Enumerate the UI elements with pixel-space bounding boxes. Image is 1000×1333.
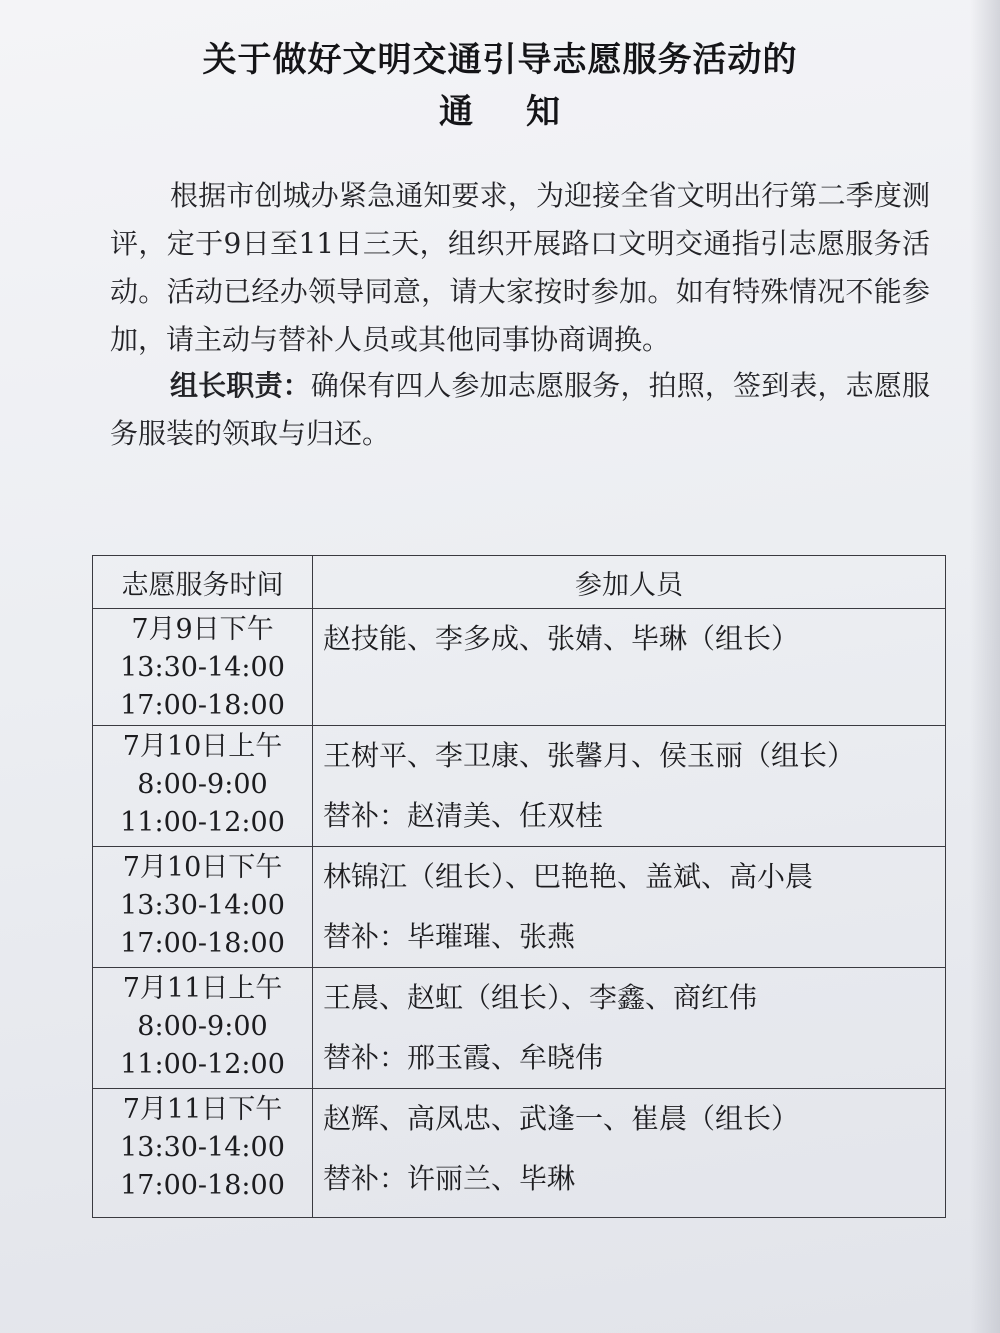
slot-time: 13:30-14:00: [120, 652, 285, 683]
slot-date: 7月10日上午: [122, 731, 283, 762]
slot-time: 8:00-9:00: [137, 1011, 268, 1042]
members-list: 王树平、李卫康、张馨月、侯玉丽（组长）: [323, 739, 856, 772]
table-row: [93, 609, 946, 726]
members-list: 赵技能、李多成、张婧、毕琳（组长）: [323, 622, 800, 655]
schedule-table: [92, 555, 946, 1218]
slot-time: 8:00-9:00: [137, 769, 268, 800]
slot-time: 17:00-18:00: [120, 1170, 285, 1201]
duty-label: 组长职责：: [170, 369, 311, 402]
members-list: 林锦江（组长）、巴艳艳、盖斌、高小晨: [323, 860, 814, 893]
duty-paragraph: [110, 362, 930, 458]
table-row: [93, 847, 946, 968]
duty-text: 确保有四人参加志愿服务，拍照，签到表，志愿服务服装的领取与归还。: [110, 369, 930, 450]
members-list: 王晨、赵虹（组长）、李鑫、商红伟: [323, 981, 758, 1014]
slot-date: 7月9日下午: [131, 614, 274, 645]
table-row: [93, 968, 946, 1089]
header-time: 志愿服务时间: [93, 556, 313, 609]
members-cell: [313, 847, 946, 968]
time-cell: [93, 847, 313, 968]
members-list: 赵辉、高凤忠、武逢一、崔晨（组长）: [323, 1102, 800, 1135]
slot-date: 7月11日上午: [122, 973, 283, 1004]
slot-time: 11:00-12:00: [120, 807, 285, 838]
slot-time: 17:00-18:00: [120, 928, 285, 959]
members-cell: [313, 968, 946, 1089]
table-header-row: [93, 556, 946, 609]
slot-date: 7月10日下午: [122, 852, 283, 883]
slot-time: 11:00-12:00: [120, 1049, 285, 1080]
table-row: [93, 1089, 946, 1218]
members-cell: [313, 726, 946, 847]
substitutes-list: 替补：毕璀璀、张燕: [323, 920, 576, 953]
header-members: 参加人员: [313, 556, 946, 609]
table-row: [93, 726, 946, 847]
title-char: 通: [439, 92, 474, 132]
slot-time: 13:30-14:00: [120, 890, 285, 921]
substitutes-list: 替补：许丽兰、毕琳: [323, 1162, 576, 1195]
time-cell: [93, 609, 313, 726]
time-cell: [93, 726, 313, 847]
members-cell: [313, 1089, 946, 1218]
substitutes-list: 替补：赵清美、任双桂: [323, 799, 604, 832]
time-cell: [93, 968, 313, 1089]
document-title-line2: [0, 84, 1000, 133]
page-shadow: [970, 0, 1000, 1333]
substitutes-list: 替补：邢玉霞、牟晓伟: [323, 1041, 604, 1074]
members-cell: [313, 609, 946, 726]
slot-date: 7月11日下午: [122, 1094, 283, 1125]
document-title: 关于做好文明交通引导志愿服务活动的: [202, 40, 798, 80]
slot-time: 17:00-18:00: [120, 690, 285, 721]
time-cell: [93, 1089, 313, 1218]
body-paragraph: 根据市创城办紧急通知要求，为迎接全省文明出行第二季度测评，定于9日至11日三天，组织开展路口文明交通指引志愿服务活动。活动已经办领导同意，请大家按时参加。如有特殊情况不能参加，请主动与替补人员或其他同事协商调换。: [110, 179, 930, 356]
title-char: 知: [526, 92, 561, 132]
slot-time: 13:30-14:00: [120, 1132, 285, 1163]
